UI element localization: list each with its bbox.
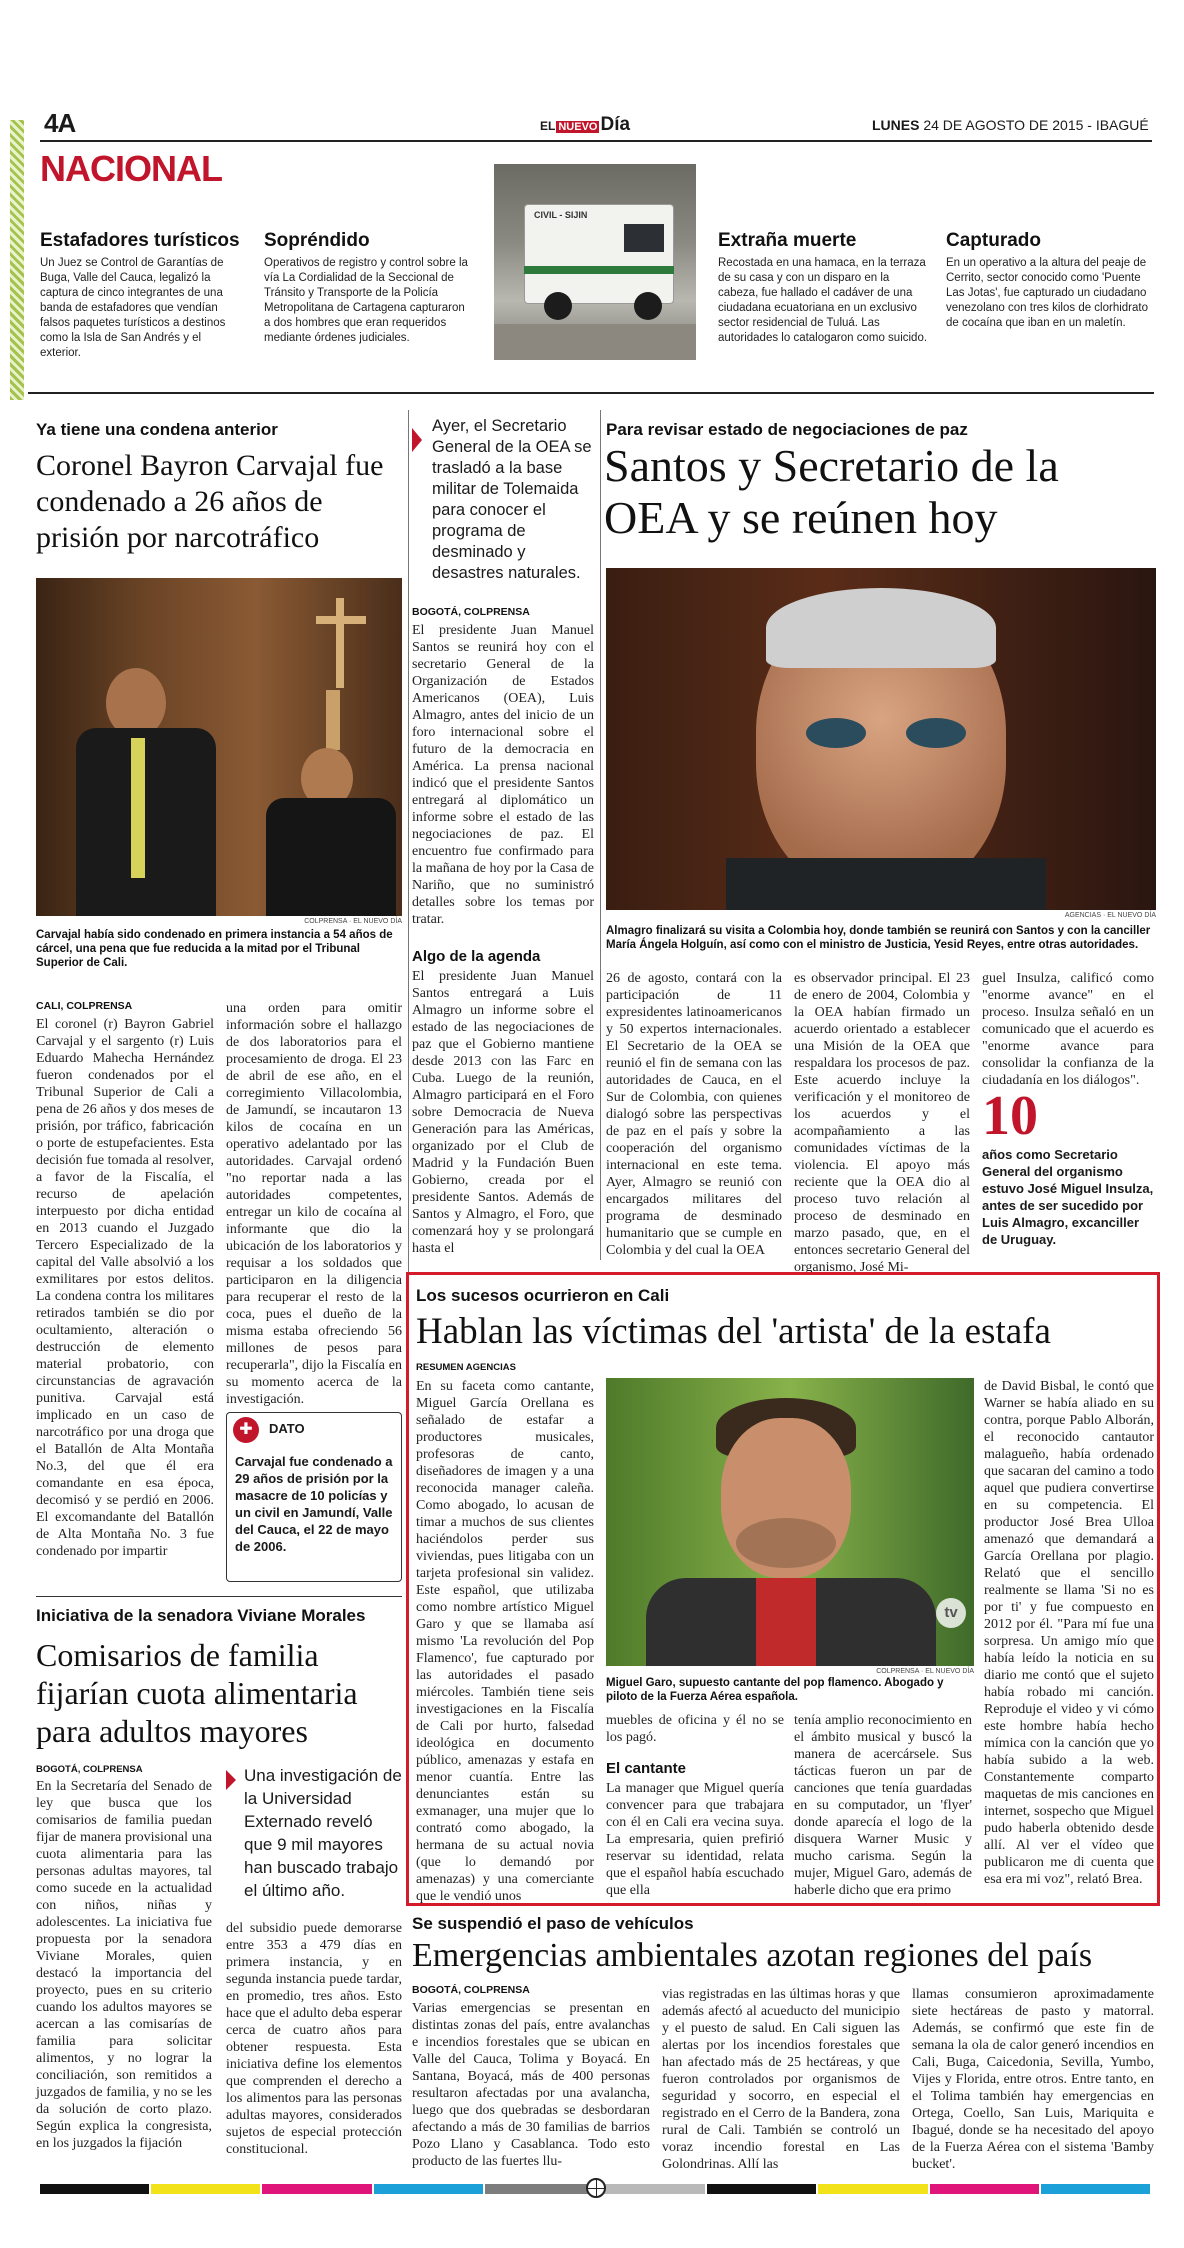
carvajal-kicker: Ya tiene una condena anterior [36, 420, 278, 439]
carvajal-photo-credit: COLPRENSA · EL NUEVO DÍA [304, 918, 402, 925]
santos-column-3: es observador principal. El 23 de enero de 2004, Colombia y la OEA habían firmado un acuerdo orientado a establecer una Misión de la OEA que respaldara los procesos de paz. Este acuerdo incluye la verificación y el monitoreo de los acuerdos y el acompañamiento a las comunidades víctimas de la violencia. El apoyo más reciente que la OEA dio al proceso tuvo relación al proceso de desminado en marzo pasado, que, en el entonces secretario General del organismo, José Mi- [794, 971, 970, 1275]
carvajal-photo [36, 578, 402, 916]
brief-sorprendido: Sopréndido Operativos de registro y control sobre la vía La Cordialidad de la Seccional de Tránsito y Transporte de la Policía Metropolitana de Cartagena capturaron a dos hombres que eran requeridos mediante órdenes judiciales. [264, 230, 468, 344]
comisarios-rule [36, 1596, 402, 1597]
comisarios-column-2: del subsidio puede demorarse entre 353 a 479 días en primera instancia, y en segunda instancia puede tardar, en promedio, tres años. Esto hace que el adulto deba esperar cerca de cuatro años para obtener respuesta. Esta iniciativa define los elementos que comprenden el derecho a los alimentos para las personas adultas mayores, considerados sujetos de especial protección constitucional. [226, 1921, 402, 2157]
artista-headline: Hablan las víctimas del 'artista' de la estafa [416, 1311, 1051, 1352]
artista-column-2b: La manager que Miguel quería convencer para que trabajara con él en Cali era vecina suya. La empresaria, quien prefirió reservar su identidad, relata que el español había escuchado que ella [606, 1781, 784, 1898]
santos-kicker: Para revisar estado de negociaciones de paz [606, 420, 968, 439]
stat-text: años como Secretario General del organismo estuvo José Miguel Insulza, antes de ser sucedido por Luis Almagro, excanciller de Uruguay. [982, 1147, 1154, 1247]
dato-text: Carvajal fue condenado a 29 años de prisión por la masacre de 10 policías y un civil en Jamundí, Valle del Cauca, el 22 de mayo de 2006. [235, 1454, 393, 1554]
santos-caption: Almagro finalizará su visita a Colombia hoy, donde también se reunirá con Santos y con la canciller María Ángela Holguín, así como con el ministro de Justicia, Yesid Reyes, entre otras autoridades. [606, 925, 1151, 951]
artista-column-3: tenía amplio reconocimiento en el ámbito musical y buscó la manera de acercársele. Sus tácticas fueron un par de canciones que tenía guardadas en su computador, un 'flyer' donde aparecía el logo de la disquera Warner Music y mucho carisma. Según la mujer, Miguel Garo, además de haberle dicho que era primo [794, 1713, 972, 1898]
artista-byline: RESUMEN AGENCIAS [416, 1362, 516, 1373]
color-swatch [40, 2184, 149, 2194]
emergencias-headline: Emergencias ambientales azotan regiones del país [412, 1937, 1093, 1974]
artista-photo [606, 1378, 974, 1666]
color-swatch [930, 2184, 1039, 2194]
color-swatch [1041, 2184, 1150, 2194]
artista-column-4: de David Bisbal, le contó que Warner se había aliado en su contra, porque Pablo Alborán, el reconocido cantautor malagueño, había ordenado que sacaran del camino a todo aquel que pudiera convertirse en su competencia. El productor José Brea Ulloa amenazó que demandará a García Orellana por plagio. Relató que el sencillo realmente se llama 'Si no es por ti' y fue compuesto en 2012 por él. "Para mí fue una sorpresa. Un amigo mío que había leído la noticia en su diario me contó que el sujeto había robado mi canción. Reproduje el video y vi cómo este hombre había hecho mímica con la canción que yo había subido a la web. Constantemente comparto maquetas de mis canciones en internet, sospecho que Miguel pudo haberla obtenido desde allí. Al ver el vídeo que publicaron me di cuenta que esa era mi voz", relató Brea. [984, 1379, 1154, 1887]
carvajal-headline: Coronel Bayron Carvajal fue condenado a 26 años de prisión por narcotráfico [36, 449, 384, 554]
color-swatch [485, 2184, 594, 2194]
oea-text: El presidente Juan Manuel Santos se reunirá hoy con el secretario General de la Organización de Estados Americanos (OEA), Luis Almagro, antes del inicio de un foro internacional sobre el futuro de la democracia en América. La prensa nacional indicó que el presidente Santos entregará al diplomático un informe sobre el estado de las negociaciones de paz. El encuentro fue confirmado para la mañana de hoy por la Casa de Nariño, que no suministró detalles sobre los temas por tratar. [412, 623, 594, 927]
brief-estafadores: Estafadores turísticos Un Juez se Control de Garantías de Buga, Valle del Cauca, legalizó la captura de cinco integrantes de una banda de estafadores que vendían falsos paquetes turísticos a destinos como la Isla de San Andrés y el exterior. [40, 230, 240, 359]
emergencias-byline: BOGOTÁ, COLPRENSA [412, 1984, 530, 1996]
stat-number: 10 [982, 1085, 1038, 1147]
santos-column-1: El presidente Juan Manuel Santos entregará a Luis Almagro un informe sobre el estado de las negociaciones de paz que el Gobierno mantiene desde 2013 con las Farc en Cuba. Luego de la reunión, Almagro participará en el Foro sobre Democracia de Nueva Generación para las Américas, organizado por el Club de Madrid y la Fundación Buen Gobierno, creada por el presidente Santos. Además de Santos y Almagro, el Foro, que comenzará hoy y se prolongará hasta el [412, 969, 594, 1256]
emergencias-column-2: vias registradas en las últimas horas y que además afectó al acueducto del municipio y el puesto de salud. En Cali siguen las alertas por los incendios forestales que han afectado más de 25 hectáreas, y que fueron controlados por organismos de seguridad y socorro, en especial el registrado en el Cerro de la Bandera, zona rural de Cali. También se controló un voraz incendio forestal en Las Golondrinas. Allí las [662, 1987, 900, 2172]
ambulance-label: CIVIL - SIJIN [534, 210, 588, 220]
comisarios-headline: Comisarios de familia fijarían cuota alimentaria para adultos mayores [36, 1637, 358, 1749]
comisarios-kicker: Iniciativa de la senadora Viviane Morales [36, 1606, 366, 1625]
oea-lead-marker [412, 428, 422, 452]
artista-kicker: Los sucesos ocurrieron en Cali [416, 1286, 670, 1305]
artista-column-1: En su faceta como cantante, Miguel García Orellana es señalado de estafar a productores musicales, profesoras de canto, diseñadores de imagen y a una reconocida manager caleña. Como abogado, lo acusan de timar a muchos de sus clientes haciéndolos perder sus viviendas, pues litigaba con un tarjeta profesional sin validez. Este español, que utilizaba como nombre artístico Miguel Garo y que se llamaba así mismo 'La revolución del Pop Flamenco', fue capturado por las autoridades el pasado miércoles. También tiene seis investigaciones en la Fiscalía de Cali por hurto, falsedad ideológica en documento público, amenazas y estafa en menor cuantía. Entre las denunciantes están su exmanager, una mujer que lo contrató como abogado, la hermana de su actual novia (que lo demandó por amenazas) y una comerciante que le vendió unos [416, 1379, 594, 1904]
santos-headline: Santos y Secretario de la OEA y se reúnen hoy [604, 440, 1059, 543]
comisarios-byline: BOGOTÁ, COLPRENSA [36, 1764, 143, 1775]
color-swatch [596, 2184, 705, 2194]
header-rule [40, 140, 1152, 142]
carvajal-column-2: una orden para omitir información sobre el hallazgo de dos laboratorios para el procesamiento de droga. El 23 de abril de ese año, en el corregimiento Villacolombia, de Jamundí, se incautaron 13 kilos de cocaína en un operativo adelantado por las autoridades. Carvajal ordenó "no reportar nada a las autoridades competentes, entregar un kilo de cocaína al informante que dio la ubicación de los laboratorios y requisar a los soldados que participaron en la diligencia para recuperar el resto de la coca, pues el dueño de la misma estaba ofreciendo 56 millones de pesos para recuperarla", dijo la Fiscalía en su momento acerca de la investigación. [226, 1001, 402, 1407]
santos-photo-credit: AGENCIAS · EL NUEVO DÍA [1064, 912, 1156, 919]
ambulance-photo [494, 164, 696, 360]
brief-capturado: Capturado En un operativo a la altura del peaje de Cerrito, sector conocido como 'Puente Las Jotas', fue capturado un ciudadano venezolano con tres kilos de clorhidrato de cocaína que iban en un maletín. [946, 230, 1149, 329]
section-title: NACIONAL [40, 148, 222, 189]
comisarios-column-1: En la Secretaría del Senado de ley que busca que los comisarios de familia puedan fijar de manera provisional una cuota alimentaria para las personas adultas mayores, tal como sucede en la actualidad con niños, niñas y adolescentes. La iniciativa fue propuesta por la senadora Viviane Morales, quien destacó la importancia del proyecto, pues en su criterio cuando los adultos mayores se acercan a las comisarías de familia para solicitar alimentos, y no lograr la conciliación, son remitidos a juzgados de familia, y no se les da solución de corto plazo. Según explica la congresista, en los juzgados la fijación [36, 1779, 212, 2151]
page-number: 4A [44, 108, 76, 138]
comisarios-pullquote: Una investigación de la Universidad Externado reveló que 9 mil mayores han buscado trabajo el último año. [244, 1766, 402, 1900]
registration-mark-icon [586, 2178, 606, 2198]
pullquote-marker [226, 1770, 236, 1790]
column-divider-mid [600, 410, 601, 1260]
color-swatch [707, 2184, 816, 2194]
color-swatch [818, 2184, 927, 2194]
tv-logo: tv [936, 1598, 966, 1628]
santos-column-4: guel Insulza, calificó como "enorme avance" en el proceso. Insulza señaló en un comunicado que el acuerdo es "enorme avance para consolidar la confianza de la ciudadanía en los diálogos". [982, 971, 1154, 1088]
carvajal-caption: Carvajal había sido condenado en primera instancia a 54 años de cárcel, una pena que fue reducida a la mitad por el Tribunal Superior de Cali. [36, 929, 393, 969]
dato-label: DATO [269, 1421, 305, 1436]
santos-column-2: 26 de agosto, contará con la participación de 11 expresidentes latinoamericanos y 50 expertos internacionales. El Secretario de la OEA se reunió el fin de semana con las autoridades de Cauca, en el Sur de Colombia, con quienes dialogó sobre las perspectivas de paz en el país y sobre la cooperación del organismo internacional en este tema. Ayer, Almagro se reunió con encargados militares del programa de desminado humanitario que se cumple en Colombia y del cual la OEA [606, 971, 782, 1258]
green-margin-strip [10, 120, 24, 400]
artista-photo-credit: COLPRENSA · EL NUEVO DÍA [876, 1668, 974, 1675]
dato-icon: ✚ [233, 1417, 259, 1443]
santos-photo [606, 568, 1156, 910]
oea-byline: BOGOTÁ, COLPRENSA [412, 606, 530, 618]
briefs-rule [28, 392, 1154, 394]
santos-subhead: Algo de la agenda [412, 948, 541, 965]
carvajal-byline: CALI, COLPRENSA [36, 1000, 133, 1012]
newspaper-logo: EL NUEVO Día [540, 114, 631, 135]
color-swatch [262, 2184, 371, 2194]
emergencias-column-1: Varias emergencias se presentan en distintas zonas del país, entre avalanchas e incendios forestales que se ubican en Valle del Cauca, Tolima y Boyacá. En Santana, Boyacá, más de 400 personas resultaron afectadas por una avalancha, luego que dos quebradas se desbordaran afectando a más de 30 familias de barrios Pozo Llano y Casablanca. Todo esto producto de las fuertes llu- [412, 2001, 650, 2169]
carvajal-column-1: El coronel (r) Bayron Gabriel Carvajal y el sargento (r) Luis Eduardo Mahecha Hernández fueron condenados por el Tribunal Superior de Cali a pena de 26 años y dos meses de prisión, por tráfico, fabricación o porte de estupefacientes. Esta decisión fue tomada al resolver, a favor de la Fiscalía, el recurso de apelación interpuesto por dicha entidad en 2013 cuando el Juzgado Tercero Especializado de la capital del Valle absolvió a los exmilitares por estos delitos. La condena contra los militares retirados también se dio por ocultamiento, alteración o destrucción de elemento material probatorio, con circunstancias de agravación punitiva. Carvajal está implicado en un caso de narcotráfico por una droga que el Batallón de Alta Montaña No.3, del que él era comandante en esa época, decomisó y se perdió en 2006. El excomandante del Batallón de Alta Montaña No. 3 fue condenado por impartir [36, 1017, 214, 1559]
artista-subhead: El cantante [606, 1760, 687, 1777]
dato-box [226, 1412, 402, 1582]
emergencias-column-3: llamas consumieron aproximadamente siete hectáreas de pasto y matorral. Además, se confirmó que este fin de semana la ola de calor generó incendios en Cali, Buga, Caicedonia, Sevilla, Yumbo, Vijes y Florida, entre otros. Entre tanto, en el Tolima también hay emergencias en Ortega, Coello, San Luis, Mariquita e Ibagué, donde se ha necesitado del apoyo de la Fuerza Aérea con el sistema 'Bamby bucket'. [912, 1987, 1154, 2172]
color-swatch [151, 2184, 260, 2194]
artista-column-2a: muebles de oficina y él no se los pagó. [606, 1713, 784, 1745]
oea-lead: Ayer, el Secretario General de la OEA se trasladó a la base militar de Tolemaida para conocer el programa de desminado y desastres naturales. [432, 417, 592, 582]
color-swatch [374, 2184, 483, 2194]
emergencias-kicker: Se suspendió el paso de vehículos [412, 1914, 694, 1933]
artista-caption: Miguel Garo, supuesto cantante del pop flamenco. Abogado y piloto de la Fuerza Aérea española. [606, 1677, 944, 1703]
brief-extrana-muerte: Extraña muerte Recostada en una hamaca, en la terraza de su casa y con un disparo en la cabeza, fue hallado el cadáver de una ciudadana ecuatoriana en un exclusivo sector residencial de Tuluá. Las autoridades lo catalogaron como suicido. [718, 230, 928, 344]
issue-date: LUNES 24 DE AGOSTO DE 2015 - IBAGUÉ [872, 117, 1149, 133]
